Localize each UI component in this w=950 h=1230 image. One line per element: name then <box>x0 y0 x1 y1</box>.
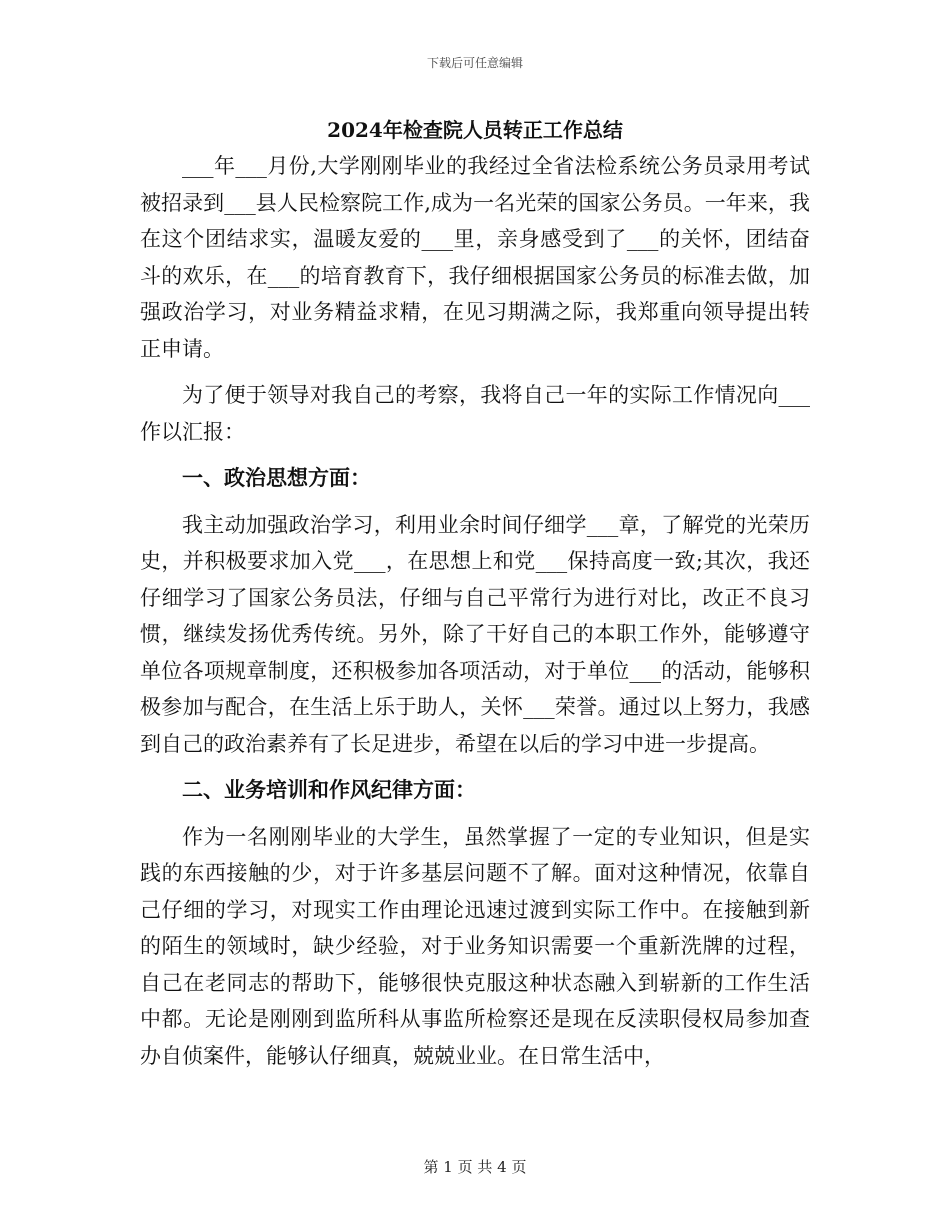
page-number: 第 1 页 共 4 页 <box>423 1158 527 1176</box>
section-text-political: 我主动加强政治学习，利用业余时间仔细学___章，了解党的光荣历史，并积极要求加入党___，在思想上和党___保持高度一致;其次，我还仔细学习了国家公务员法，仔细与自己平常行为进行对比，改正不良习惯，继续发扬优秀传统。另外，除了干好自己的本职工作外，能够遵守单位各项规章制度，还积极参加各项活动，对于单位___的活动，能够积极参加与配合，在生活上乐于助人，关怀___荣誉。通过以上努力，我感到自己的政治素养有了长足进步，希望在以后的学习中进一步提高。 <box>140 512 810 756</box>
section-text-training: 作为一名刚刚毕业的大学生，虽然掌握了一定的专业知识，但是实践的东西接触的少，对于许多基层问题不了解。面对这种情况，依靠自己仔细的学习，对现实工作由理论迅速过渡到实际工作中。在接触到新的陌生的领域时，缺少经验，对于业务知识需要一个重新洗牌的过程，自己在老同志的帮助下，能够很快克服这种状态融入到崭新的工作生活中都。无论是刚刚到监所科从事监所检察还是现在反渎职侵权局参加查办自侦案件，能够认仔细真，兢兢业业。在日常生活中， <box>140 824 810 1068</box>
intro-paragraph: ___年___月份,大学刚刚毕业的我经过全省法检系统公务员录用考试被招录到___县人民检察院工作,成为一名光荣的国家公务员。一年来，我在这个团结求实，温暖友爱的___里，亲身感受到了___的关怀，团结奋斗的欢乐，在___的培育教育下，我仔细根据国家公务员的标准去做，加强政治学习，对业务精益求精，在见习期满之际，我郑重向领导提出转正申请。 <box>140 154 810 361</box>
document-title: 2024年检查院人员转正工作总结 <box>327 118 623 142</box>
section-heading-political: 一、政治思想方面： <box>182 465 371 490</box>
report-intro-paragraph: 为了便于领导对我自己的考察，我将自己一年的实际工作情况向___作以汇报： <box>140 383 810 444</box>
document-body <box>140 148 810 1084</box>
section-heading-training: 二、业务培训和作风纪律方面： <box>182 777 476 802</box>
header-note: 下载后可任意编辑 <box>426 56 523 70</box>
